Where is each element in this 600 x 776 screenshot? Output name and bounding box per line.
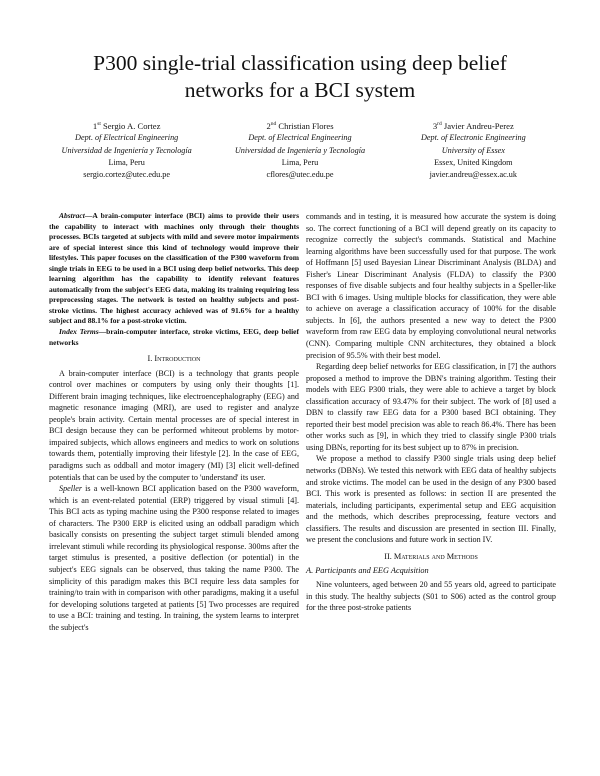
author-3-org: University of Essex [441, 145, 505, 155]
author-2-name: Christian Flores [278, 120, 334, 131]
author-3-ordinal-suffix: rd [437, 121, 442, 127]
author-3 [387, 118, 560, 182]
index-terms [49, 327, 299, 348]
intro-paragraph-2-text: is a well-known BCI application based on the P300 waveform, which is an event-related potential (ERP) triggered by visual stimuli [4]. This BCI acts as typing machine using the P300 response related to images of characters. The P300 ERP is elicited using an oddball paradigm which basically consists on presenting the subject target stimuli blended among irrelevant stimuli while recording its physiological response. 300ms after the target stimulus is presented, a positive deflection (or potential) in the subject's EEG signals can be observed, thus taking the name P300. The simplicity of this paradigm makes this BCI require less data samples for training/to train with in comparison with other paradigms, making it a useful for developing solutions targeted at patients [5] Two processes are required to use a BCI: training and testing. In training, the system learns to interpret the subject's [49, 484, 299, 632]
author-1-name: Sergio A. Cortez [103, 120, 161, 131]
author-1-org: Universidad de Ingeniería y Tecnología [61, 145, 192, 155]
author-1-dept: Dept. of Electrical Engineering [75, 133, 179, 143]
author-1-ordinal-suffix: st [97, 121, 101, 127]
intro-paragraph-2 [49, 483, 299, 633]
author-3-dept: Dept. of Electronic Engineering [420, 133, 526, 143]
author-1-ordinal: 1 [92, 120, 98, 131]
abstract-label: Abstract [59, 211, 85, 220]
right-paragraph-1: commands and in testing, it is measured how accurate the system is doing so. The correct functioning of a BCI will depend greatly on its capacity to recognize correctly the subject's commands. Statistical and Machine learning algorithms have been successfully used for that purpose. The work of Hoffmann [5] used Bayesian Linear Discriminant Analysis (BLDA) and Fisher's Linear Discriminant Analysis (FLDA) to classify the P300 responses of five disable subjects and four healthy subjects in a Speller-like BCI with 6 images. Using multiple blocks for classification, they were able to achieve on average a classification accuracy of 100% for the disable subjects. In [6], the authors presented a new way to detect the P300 waveform from raw EEG data by employing convolutional neural networks (CNN). Comparing multiple CNN architectures, they obtained a block precision of 95.5% with their best model. [306, 212, 556, 360]
author-2-dept: Dept. of Electrical Engineering [248, 133, 352, 143]
abstract [49, 211, 299, 327]
index-terms-text: —brain-computer interface, stroke victims, EEG, deep belief networks [49, 327, 300, 347]
author-block [40, 118, 560, 182]
subsection-heading-participants: A. Participants and EEG Acquisition [306, 566, 429, 576]
author-3-city: Essex, United Kingdom [434, 158, 513, 168]
author-2-ordinal: 2 [266, 120, 271, 131]
index-terms-label: Index Terms [59, 327, 99, 337]
right-column [306, 211, 556, 614]
section-heading-introduction: I. Introduction [147, 354, 201, 364]
author-2-org: Universidad de Ingeniería y Tecnología [234, 145, 366, 155]
right-paragraph-2: Regarding deep belief networks for EEG classification, in [7] the authors proposed a method to improve the DBN's training algorithm. Testing their models with EEG P300 trials, they were able to achieve a target by block classification accuracy of 93.47% for their subject. The work of [8] used a DBN to classify raw EEG data for a P300 based BCI obtaining. They reported their best model precision was able to reach 86.4%. There has been other works such as [9], in which they tried to classify single P300 trials using DBNs, reporting for its best subject up to 87% in precision. [306, 362, 556, 452]
abstract-text: —A brain-computer interface (BCI) aims to provide their users the capability to interact with machines only through their thoughts processes. BCIs targeted at subjects with mild and severe motor impairments are of special interest since this kind of technology would improve their lifestyles. This paper focuses on the classification of the P300 waveform from single trials in EEG to be used in a BCI using deep belief networks. This deep learning algorithm has the capability to identify relevant features automatically from the subject's EEG data, making its training requiring less preprocessing stages. The network is tested on healthy subjects and post-stroke victims. The highest accuracy achieved was of 91.6% for a healthy subject and 88.1% for a post-stroke victim. [49, 211, 299, 326]
author-3-email: javier.andreu@essex.ac.uk [429, 170, 517, 180]
author-3-name: Javier Andreu-Perez [443, 120, 514, 131]
right-paragraph-4: Nine volunteers, aged between 20 and 55 years old, agreed to participate in this study. The healthy subjects (S01 to S06) acted as the control group for the three post-stroke patients [306, 579, 556, 613]
author-2 [213, 118, 386, 182]
section-heading-methods: II. Materials and Methods [384, 551, 478, 561]
author-1-city: Lima, Peru [108, 158, 145, 168]
author-1-email: sergio.cortez@utec.edu.pe [83, 170, 171, 180]
paper-title [40, 50, 560, 104]
author-3-ordinal: 3 [432, 120, 438, 131]
author-1 [40, 118, 213, 182]
left-column [49, 211, 299, 633]
author-2-email: cflores@utec.edu.pe [266, 170, 334, 180]
intro-paragraph-1: A brain-computer interface (BCI) is a technology that grants people control over machines or computers by using only their thoughts [1]. Different brain imaging techniques, like electroencephalography (EEG) and magnetic resonance imaging (MRI), are used to register and analyze people's brain activity. Certain mental processes are of special interest in BCI design because they can be performed whiteout problems by motor-impaired subjects, which allows engineers and medics to work on solutions towards them, potentially improving their lifestyle [2]. In the case of EEG, paradigms such as oddball and motor imagery (MI) [3] elicit well-defined potentials that can be used by the computer to 'understand' its user. [49, 368, 299, 482]
speller-term: Speller [59, 484, 83, 494]
right-paragraph-3: We propose a method to classify P300 single trials using deep belief networks (DBNs). We tested this network with EEG data of healthy subjects and stroke victims. The model can be used in the design of any P300 based BCI. This work is presented as follows: in section II are presented the materials, including participants, experimental setup and EEG acquisition and the methods, which describes preprocessing, feature vectors and classifiers. The results and discussion are presented in section III. Finally, we present the conclusions and future work in section IV. [306, 454, 556, 545]
author-2-city: Lima, Peru [281, 158, 319, 168]
title-line-2: networks for a BCI system [184, 78, 416, 102]
author-2-ordinal-suffix: nd [270, 121, 277, 127]
title-line-1: P300 single-trial classification using deep belief [93, 51, 507, 75]
